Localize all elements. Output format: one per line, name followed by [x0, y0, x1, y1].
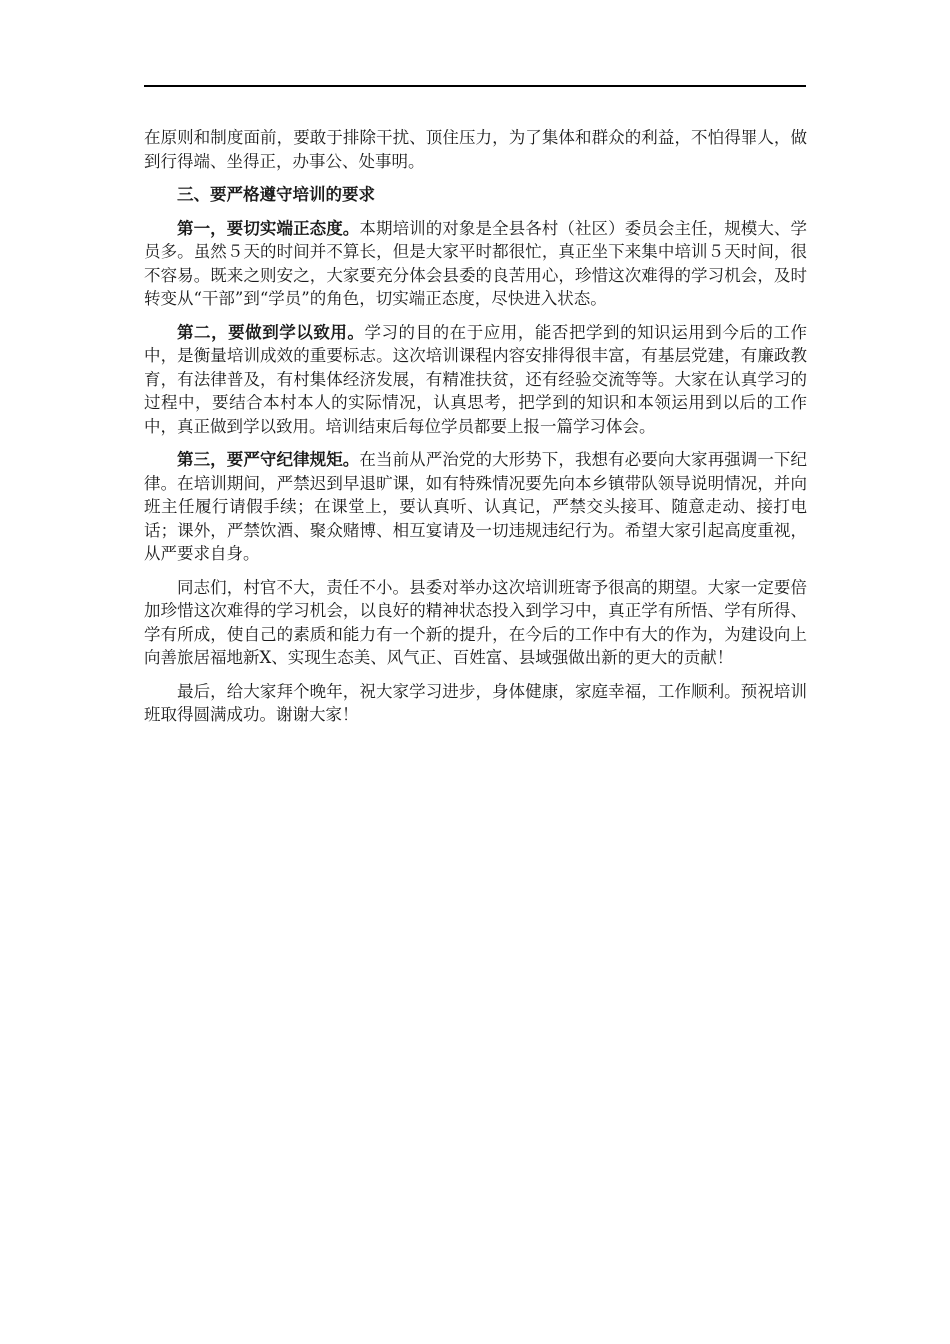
section-heading: 三、要严格遵守培训的要求 [177, 185, 375, 204]
closing-paragraph-2: 最后，给大家拜个晚年，祝大家学习进步，身体健康，家庭幸福，工作顺利。预祝培训班取得圆满成功。谢谢大家！ [144, 681, 807, 724]
point-paragraph-1 [144, 217, 807, 311]
continuation-paragraph: 在原则和制度面前，要敢于排除干扰、顶住压力，为了集体和群众的利益，不怕得罪人，做到行得端、坐得正，办事公、处事明。 [144, 128, 807, 171]
header-rule [144, 85, 806, 87]
point-lead-3: 第三，要严守纪律规矩。 [177, 450, 360, 469]
point-text-3: 在当前从严治党的大形势下，我想有必要向大家再强调一下纪律。在培训期间，严禁迟到早退旷课，如有特殊情况要先向本乡镇带队领导说明情况，并向班主任履行请假手续；在课堂上，要认真听、认真记，严禁交头接耳、随意走动、接打电话；课外，严禁饮酒、聚众赌博、相互宴请及一切违规违纪行为。希望大家引起高度重视，从严要求自身。 [144, 450, 808, 563]
point-text-1: 本期培训的对象是全县各村（社区）委员会主任，规模大、学员多。虽然５天的时间并不算长，但是大家平时都很忙，真正坐下来集中培训５天时间，很不容易。既来之则安之，大家要充分体会县委的良苦用心，珍惜这次难得的学习机会，及时转变从“干部”到“学员”的角色，切实端正态度，尽快进入状态。 [144, 218, 808, 308]
point-paragraph-3 [144, 448, 807, 566]
point-lead-2: 第二，要做到学以致用。 [177, 322, 365, 342]
point-text-2: 学习的目的在于应用，能否把学到的知识运用到今后的工作中，是衡量培训成效的重要标志。这次培训课程内容安排得很丰富，有基层党建，有廉政教育，有法律普及，有村集体经济发展，有精准扶贫，还有经验交流等等。大家在认真学习的过程中，要结合本村本人的实际情况，认真思考，把学到的知识和本领运用到以后的工作中，真正做到学以致用。培训结束后每位学员都要上报一篇学习体会。 [144, 322, 808, 436]
point-lead-1: 第一，要切实端正态度。 [177, 218, 360, 238]
document-body [144, 126, 807, 737]
closing-paragraph-1: 同志们，村官不大，责任不小。县委对举办这次培训班寄予很高的期望。大家一定要倍加珍惜这次难得的学习机会，以良好的精神状态投入到学习中，真正学有所悟、学有所得、学有所成，使自己的素质和能力有一个新的提升，在今后的工作中有大的作为，为建设向上向善旅居福地新X、实现生态美、风气正、百姓富、县域强做出新的更大的贡献！ [144, 577, 807, 667]
point-paragraph-2 [144, 321, 807, 439]
